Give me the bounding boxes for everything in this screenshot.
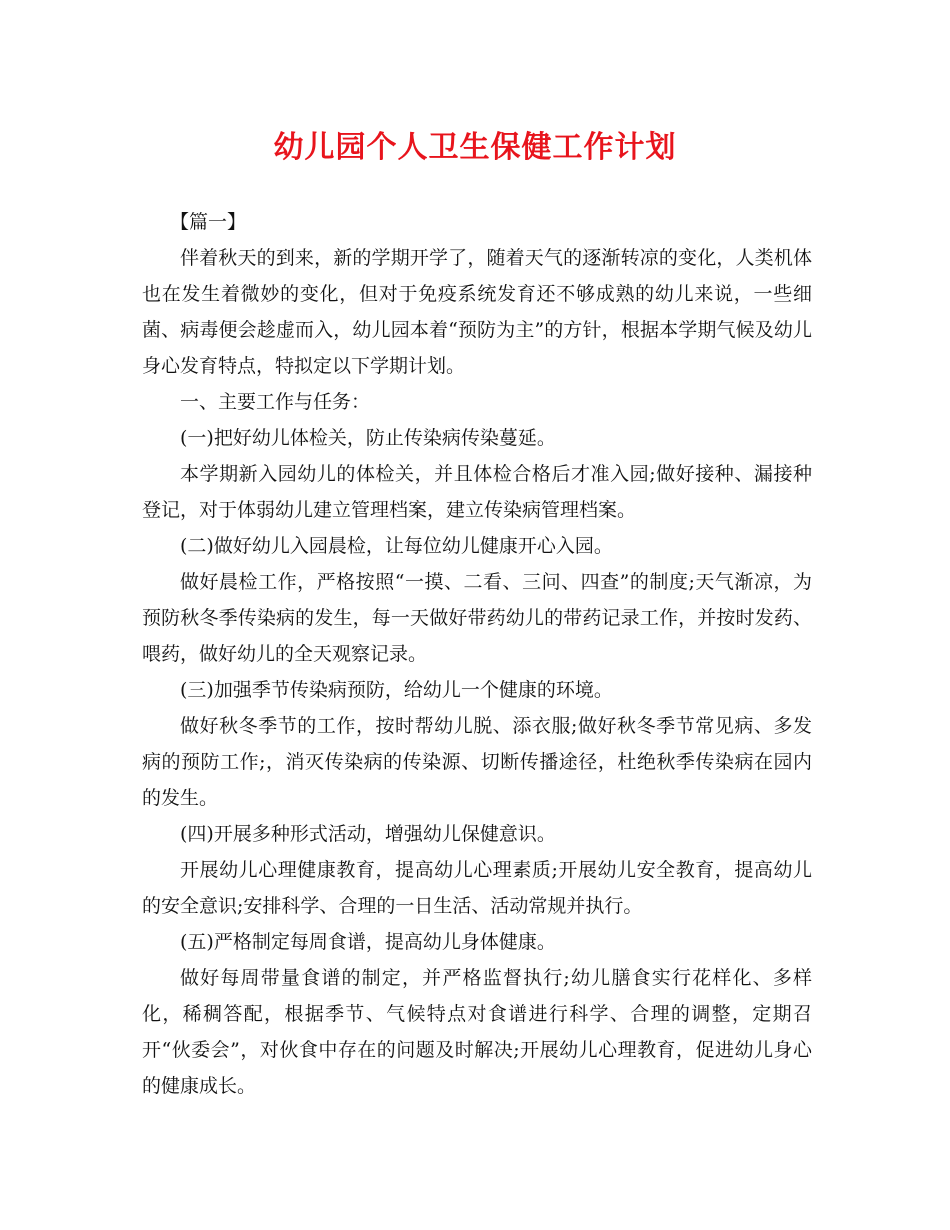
paragraph-1: 本学期新入园幼儿的体检关，并且体检合格后才准入园;做好接种、漏接种登记，对于体弱幼儿建立管理档案，建立传染病管理档案。 (142, 463, 812, 521)
section-tag: 【篇一】 (170, 211, 247, 233)
paragraph-5: 做好每周带量食谱的制定，并严格监督执行;幼儿膳食实行花样化、多样化，稀稠答配，根据季节、气候特点对食谱进行科学、合理的调整，定期召开“伙委会”，对伙食中存在的问题及时解决;开展幼儿心理教育，促进幼儿身心的健康成长。 (142, 967, 812, 1097)
document-title: 幼儿园个人卫生保健工作计划 (273, 130, 677, 165)
document-body (142, 204, 812, 1104)
subheading-3: (三)加强季节传染病预防，给幼儿一个健康的环境。 (180, 679, 613, 701)
subheading-5: (五)严格制定每周食谱，提高幼儿身体健康。 (180, 931, 556, 953)
subheading-4: (四)开展多种形式活动，增强幼儿保健意识。 (180, 823, 556, 845)
intro-paragraph: 伴着秋天的到来，新的学期开学了，随着天气的逐渐转凉的变化，人类机体也在发生着微妙的变化，但对于免疫系统发育还不够成熟的幼儿来说，一些细菌、病毒便会趁虚而入，幼儿园本着“预防为主”的方针，根据本学期气候及幼儿身心发育特点，特拟定以下学期计划。 (142, 247, 812, 377)
paragraph-2: 做好晨检工作，严格按照“一摸、二看、三问、四查”的制度;天气渐凉，为预防秋冬季传染病的发生，每一天做好带药幼儿的带药记录工作，并按时发药、喂药，做好幼儿的全天观察记录。 (142, 571, 812, 665)
paragraph-4: 开展幼儿心理健康教育，提高幼儿心理素质;开展幼儿安全教育，提高幼儿的安全意识;安排科学、合理的一日生活、活动常规并执行。 (142, 859, 812, 917)
subheading-2: (二)做好幼儿入园晨检，让每位幼儿健康开心入园。 (180, 535, 613, 557)
section-heading-main-tasks: 一、主要工作与任务： (180, 391, 371, 413)
subheading-1: (一)把好幼儿体检关，防止传染病传染蔓延。 (180, 427, 556, 449)
paragraph-3: 做好秋冬季节的工作，按时帮幼儿脱、添衣服;做好秋冬季节常见病、多发病的预防工作;，消灭传染病的传染源、切断传播途径，杜绝秋季传染病在园内的发生。 (142, 715, 812, 809)
